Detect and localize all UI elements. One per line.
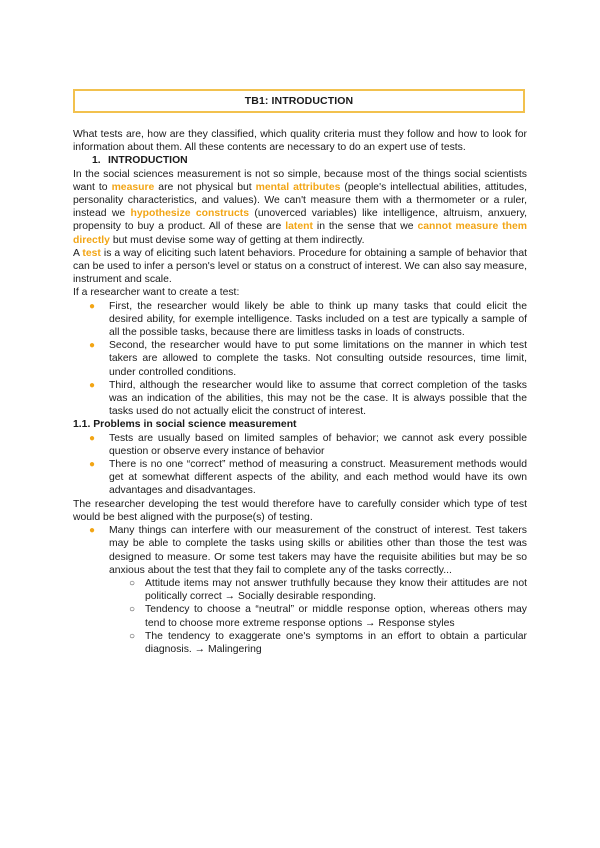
paragraph-measurement	[73, 168, 527, 247]
list-item-text: Third, although the researcher would like to assume that correct completion of the tasks was an indication of the abilities, this may not be the case. It is always possible that the tasks used do not actually elicit the construct of interest.	[109, 379, 527, 418]
list-item-text: Tests are usually based on limited samples of behavior; we cannot ask every possible question or observe every instance of behavior	[109, 432, 527, 457]
title-box	[73, 89, 525, 113]
bullet-list-problems	[73, 432, 527, 498]
list-item-text: Second, the researcher would have to put some limitations on the manner in which test takers are allowed to complete the tasks. Not consulting outside resources, time limit, under controlled conditions.	[109, 340, 527, 378]
text-run: In the social sciences measurement is not so simple, because most of the things social scientists want to	[73, 168, 527, 193]
bullet-icon: ●	[89, 340, 96, 352]
bullet-icon: ●	[89, 525, 96, 537]
list-item-text: There is no one “correct” method of measuring a construct. Measurement methods would get at somewhat different aspects of the ability, and each method would have its own advantages and disadvantages.	[109, 459, 527, 497]
sub-list-item	[73, 577, 527, 603]
highlight-cannot-measure: cannot measure them directly	[73, 221, 527, 246]
paragraph-create-test: If a researcher want to create a test:	[73, 287, 240, 299]
bullet-icon: ●	[89, 379, 96, 391]
sub-list-item-text: Attitude items may not answer truthfully because they know their attitudes are not politically correct → Socially desirable responding.	[145, 577, 527, 603]
page-title: TB1: INTRODUCTION	[244, 95, 354, 107]
text-run: A	[73, 247, 83, 259]
hollow-bullet-icon: ○	[129, 604, 136, 616]
highlight-mental-attributes: mental attributes	[255, 181, 341, 193]
list-item	[73, 339, 527, 379]
hollow-bullet-icon: ○	[129, 577, 136, 589]
list-item	[73, 432, 527, 458]
text-run: is a way of eliciting such latent behaviors. Procedure for obtaining a sample of behavior that can be used to infer a person's level or status on a construct of interest. We can also say measure, instrument and scale.	[73, 247, 527, 286]
text-run: (people's intellectual abilities, attitudes, personality characteristics, and values). We can't measure them with a thermometer or a ruler, instead we	[73, 181, 527, 220]
list-item	[73, 524, 527, 656]
highlight-measure: measure	[111, 181, 155, 193]
text-run: (unoverced variables) like intelligence, altruism, anxuery, propensity to buy a product. All of these are	[73, 208, 527, 233]
section-heading-text: INTRODUCTION	[108, 155, 188, 167]
text-run: are not physical but	[154, 181, 256, 193]
bullet-icon: ●	[89, 432, 96, 444]
section-number: 1.	[92, 155, 101, 167]
sub-list-item-text: The tendency to exaggerate one's symptoms in an effort to obtain a particular diagnosis. → Malingering	[145, 630, 527, 655]
highlight-hypothesize-constructs: hypothesize constructs	[130, 208, 250, 220]
bullet-icon: ●	[89, 459, 96, 471]
sub-list-item	[73, 630, 527, 656]
text-run: but must devise some way of getting at them indirectly.	[109, 234, 365, 246]
list-item-text: Many things can interfere with our measurement of the construct of interest. Test takers may be able to complete the tasks using skills or abilities other than those the test was designed to measure. Or some test takers may have the requisite abilities but may be so anxious about the test that they fail to complete any of the tasks correctly...	[109, 525, 527, 576]
bullet-list-interference	[73, 524, 527, 656]
bullet-icon: ●	[89, 300, 96, 312]
document-body	[73, 128, 527, 656]
intro-paragraph: What tests are, how are they classified, which quality criteria must they follow and how to look for information about them. All these contents are necessary to do an expert use of tests.	[73, 129, 527, 154]
highlight-latent: latent	[285, 221, 313, 233]
hollow-bullet-icon: ○	[129, 630, 136, 642]
list-item-text: First, the researcher would likely be able to think up many tasks that could elicit the desired ability, for exemple intelligence. Tasks included on a test are typically a sample of all the possible tasks, because there are limitless tasks in loads of constructs.	[109, 300, 527, 339]
highlight-test: test	[82, 247, 101, 259]
sub-list-item-text: Tendency to choose a “neutral” or middle response option, whereas others may tend to choose more extreme response options → Response styles	[145, 604, 527, 629]
list-item	[73, 458, 527, 498]
paragraph-purpose: The researcher developing the test would therefore have to carefully consider which type of test would be best aligned with the purpose(s) of testing.	[73, 498, 527, 523]
list-item	[73, 379, 527, 419]
subsection-heading: 1.1. Problems in social science measurement	[73, 419, 297, 431]
sub-list-item	[73, 603, 527, 629]
text-run: in the sense that we	[312, 221, 418, 233]
section-heading-introduction	[92, 154, 527, 167]
list-item	[73, 300, 527, 340]
bullet-list-steps	[73, 300, 527, 419]
sub-bullet-list	[109, 577, 527, 656]
paragraph-test-definition	[73, 247, 527, 287]
